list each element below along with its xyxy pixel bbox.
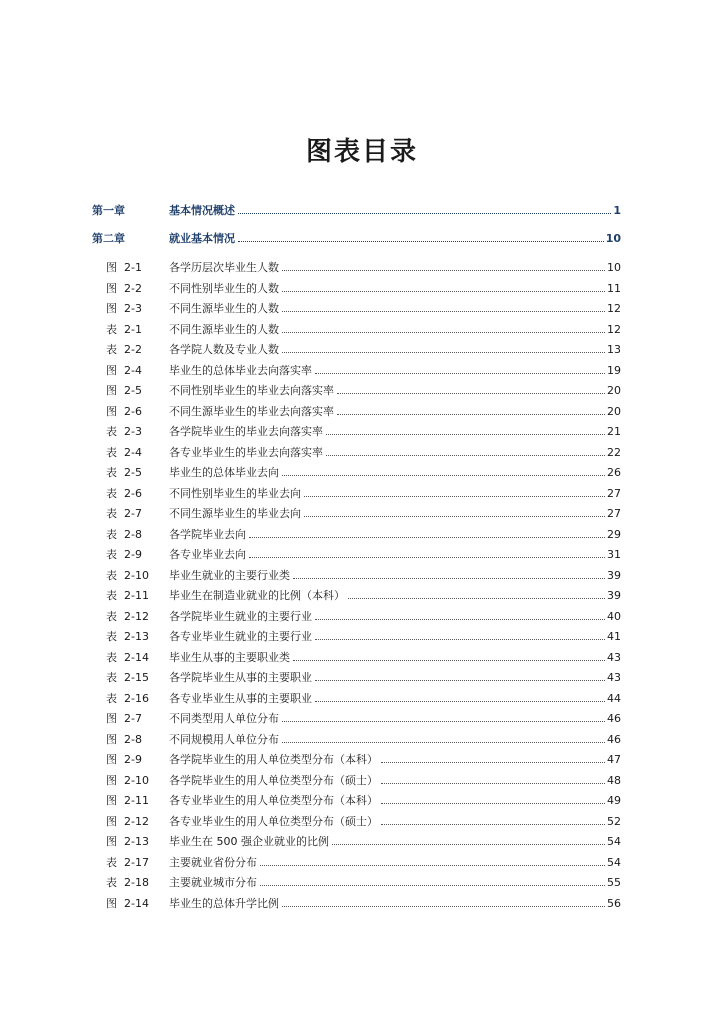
entry-index: 2-10 — [124, 568, 149, 582]
entry-number — [106, 648, 162, 668]
page-number: 41 — [607, 630, 621, 643]
dot-leader — [238, 241, 604, 242]
entry-number — [106, 402, 162, 422]
toc-entry-row[interactable] — [0, 381, 724, 401]
entry-kind: 表 — [106, 876, 117, 889]
entry-kind: 图 — [106, 835, 117, 848]
entry-number — [106, 381, 162, 401]
entry-kind: 表 — [106, 343, 117, 356]
toc-line — [169, 668, 621, 688]
entry-kind: 图 — [106, 814, 117, 828]
dot-leader — [304, 516, 605, 517]
entry-title: 不同性别毕业生的人数 — [169, 281, 279, 295]
dot-leader — [282, 742, 605, 743]
entry-kind: 表 — [106, 507, 117, 520]
toc-entry-row[interactable] — [0, 668, 724, 688]
entry-kind: 表 — [106, 322, 117, 336]
dot-leader — [315, 619, 605, 620]
entry-title: 主要就业城市分布 — [169, 876, 257, 889]
toc-entry-row[interactable] — [0, 566, 724, 586]
entry-index: 2-9 — [124, 548, 142, 561]
entry-kind: 图 — [106, 794, 117, 807]
entry-index: 2-6 — [124, 486, 142, 500]
page-number: 10 — [607, 261, 621, 274]
toc-entry-row[interactable] — [0, 361, 724, 381]
chapter-title: 基本情况概述 — [169, 204, 235, 217]
entry-index: 2-8 — [124, 527, 142, 541]
dot-leader — [260, 885, 605, 886]
entry-index: 2-11 — [124, 794, 149, 807]
toc-line — [169, 791, 621, 811]
toc-line — [169, 201, 621, 221]
toc-entry-row[interactable] — [0, 299, 724, 319]
entry-index: 2-14 — [124, 650, 149, 664]
page-number: 39 — [607, 568, 621, 582]
entry-number — [106, 320, 162, 340]
entry-number — [106, 832, 162, 852]
page-number: 43 — [607, 671, 621, 684]
dot-leader — [337, 393, 605, 394]
dot-leader — [348, 598, 605, 599]
toc-line — [169, 443, 621, 463]
toc-line — [169, 832, 621, 852]
entry-number — [106, 894, 162, 914]
entry-index: 2-1 — [124, 261, 142, 274]
entry-index: 2-14 — [124, 896, 149, 910]
entry-index: 2-7 — [124, 507, 142, 520]
entry-title: 不同生源毕业生的人数 — [169, 322, 279, 336]
toc-entry-row[interactable] — [0, 484, 724, 504]
dot-leader — [282, 721, 605, 722]
entry-kind: 表 — [106, 609, 117, 623]
toc-line — [169, 607, 621, 627]
entry-index: 2-15 — [124, 671, 149, 684]
toc-entry-row[interactable] — [0, 689, 724, 709]
toc-entry-row[interactable] — [0, 258, 724, 278]
toc-line — [169, 771, 621, 791]
dot-leader — [315, 680, 605, 681]
page-number: 20 — [607, 404, 621, 418]
entry-title: 毕业生从事的主要职业类 — [169, 650, 290, 664]
entry-title: 毕业生的总体毕业去向 — [169, 466, 279, 479]
entry-number — [106, 853, 162, 873]
entry-number — [106, 279, 162, 299]
entry-title: 各专业毕业生的毕业去向落实率 — [169, 445, 323, 459]
toc-line — [169, 750, 621, 770]
toc-line — [169, 566, 621, 586]
toc-entry-row[interactable] — [0, 607, 724, 627]
entry-title: 各学院毕业生就业的主要行业 — [169, 609, 312, 623]
dot-leader — [293, 660, 605, 661]
toc-entry-row[interactable] — [0, 709, 724, 729]
entry-title: 各专业毕业去向 — [169, 548, 246, 561]
entry-kind: 图 — [106, 732, 117, 746]
page-number: 29 — [607, 527, 621, 541]
toc-entry-row[interactable] — [0, 443, 724, 463]
dot-leader — [238, 213, 611, 214]
entry-index: 2-4 — [124, 363, 142, 377]
entry-index: 2-18 — [124, 876, 149, 889]
dot-leader — [315, 639, 605, 640]
entry-number — [106, 361, 162, 381]
toc-entry-row[interactable] — [0, 771, 724, 791]
toc-line — [169, 320, 621, 340]
entry-kind: 图 — [106, 363, 117, 377]
entry-title: 各学院人数及专业人数 — [169, 343, 279, 356]
page-number: 22 — [607, 445, 621, 459]
toc-entry-row[interactable] — [0, 504, 724, 524]
page-number: 10 — [605, 232, 621, 245]
toc-line — [169, 873, 621, 893]
entry-title: 各专业毕业生就业的主要行业 — [169, 630, 312, 643]
entry-kind: 表 — [106, 589, 117, 602]
entry-kind: 表 — [106, 855, 117, 869]
entry-index: 2-8 — [124, 732, 142, 746]
entry-number — [106, 258, 162, 278]
entry-kind: 表 — [106, 466, 117, 479]
chapter-number: 第二章 — [92, 232, 125, 245]
toc-entry-row[interactable] — [0, 750, 724, 770]
entry-number — [106, 607, 162, 627]
entry-title: 各学院毕业生的用人单位类型分布（本科） — [169, 753, 378, 766]
entry-index: 2-3 — [124, 302, 142, 315]
entry-title: 毕业生在制造业就业的比例（本科） — [169, 589, 345, 602]
toc-entry-row[interactable] — [0, 894, 724, 914]
entry-kind: 表 — [106, 425, 117, 438]
entry-index: 2-17 — [124, 855, 149, 869]
entry-kind: 表 — [106, 527, 117, 541]
entry-number — [106, 566, 162, 586]
page-number: 54 — [607, 855, 621, 869]
dot-leader — [260, 865, 605, 866]
entry-title: 不同规模用人单位分布 — [169, 732, 279, 746]
page-number: 56 — [607, 896, 621, 910]
entry-index: 2-2 — [124, 281, 142, 295]
entry-number — [106, 504, 162, 524]
toc-line — [169, 484, 621, 504]
entry-title: 毕业生就业的主要行业类 — [169, 568, 290, 582]
dot-leader — [381, 803, 605, 804]
toc-entry-row[interactable] — [0, 402, 724, 422]
toc-entry-row[interactable] — [0, 586, 724, 606]
page-number: 43 — [607, 650, 621, 664]
toc-chapter-row[interactable] — [0, 229, 724, 249]
entry-kind: 表 — [106, 691, 117, 705]
toc-entry-row[interactable] — [0, 525, 724, 545]
entry-title: 不同生源毕业生的毕业去向 — [169, 507, 301, 520]
dot-leader — [282, 270, 605, 271]
toc-line — [169, 381, 621, 401]
entry-index: 2-5 — [124, 466, 142, 479]
entry-title: 各专业毕业生的用人单位类型分布（本科） — [169, 794, 378, 807]
page-number: 11 — [607, 281, 621, 295]
toc-line — [169, 279, 621, 299]
entry-number — [106, 545, 162, 565]
toc-entry-row[interactable] — [0, 320, 724, 340]
toc-entry-row[interactable] — [0, 627, 724, 647]
toc-line — [169, 689, 621, 709]
dot-leader — [249, 557, 605, 558]
page-number: 46 — [607, 732, 621, 746]
page-number: 49 — [607, 794, 621, 807]
entry-number — [106, 525, 162, 545]
toc-entry-row[interactable] — [0, 832, 724, 852]
entry-kind: 表 — [106, 630, 117, 643]
toc-entry-row[interactable] — [0, 873, 724, 893]
page-title-container — [0, 134, 724, 170]
page-number: 52 — [607, 814, 621, 828]
entry-index: 2-5 — [124, 384, 142, 397]
toc-line — [169, 463, 621, 483]
entry-title: 各学院毕业生的毕业去向落实率 — [169, 425, 323, 438]
entry-index: 2-13 — [124, 630, 149, 643]
toc-entry-row[interactable] — [0, 648, 724, 668]
entry-index: 2-16 — [124, 691, 149, 705]
page-number: 1 — [613, 204, 621, 217]
dot-leader — [282, 906, 605, 907]
toc-entry-row[interactable] — [0, 730, 724, 750]
toc-entry-row[interactable] — [0, 463, 724, 483]
dot-leader — [304, 496, 605, 497]
entry-number — [106, 730, 162, 750]
dot-leader — [332, 844, 605, 845]
toc-line — [169, 648, 621, 668]
dot-leader — [381, 824, 605, 825]
toc-line — [169, 361, 621, 381]
dot-leader — [282, 291, 605, 292]
entry-number — [106, 750, 162, 770]
entry-title: 毕业生的总体升学比例 — [169, 896, 279, 910]
entry-kind: 图 — [106, 281, 117, 295]
dot-leader — [282, 475, 605, 476]
dot-leader — [381, 783, 605, 784]
toc-line — [169, 229, 621, 249]
entry-number — [106, 299, 162, 319]
page-number: 46 — [607, 712, 621, 725]
entry-title: 各专业毕业生的用人单位类型分布（硕士） — [169, 814, 378, 828]
entry-number — [106, 443, 162, 463]
toc-line — [169, 299, 621, 319]
entry-index: 2-13 — [124, 835, 149, 848]
entry-kind: 表 — [106, 568, 117, 582]
page-number: 48 — [607, 773, 621, 787]
toc-entry-row[interactable] — [0, 279, 724, 299]
entry-title: 主要就业省份分布 — [169, 855, 257, 869]
entry-kind: 图 — [106, 753, 117, 766]
page-number: 19 — [607, 363, 621, 377]
entry-title: 不同性别毕业生的毕业去向 — [169, 486, 301, 500]
entry-index: 2-9 — [124, 753, 142, 766]
toc-entry-row[interactable] — [0, 340, 724, 360]
chapter-title: 就业基本情况 — [169, 232, 235, 245]
toc-line — [169, 709, 621, 729]
entry-title: 不同类型用人单位分布 — [169, 712, 279, 725]
entry-number — [106, 340, 162, 360]
entry-kind: 表 — [106, 445, 117, 459]
entry-number — [106, 463, 162, 483]
entry-number — [106, 689, 162, 709]
entry-title: 毕业生在 500 强企业就业的比例 — [169, 835, 329, 848]
entry-title: 各学历层次毕业生人数 — [169, 261, 279, 274]
entry-index: 2-10 — [124, 773, 149, 787]
entry-kind: 图 — [106, 712, 117, 725]
page-number: 21 — [607, 425, 621, 438]
entry-index: 2-11 — [124, 589, 149, 602]
entry-kind: 图 — [106, 384, 117, 397]
entry-kind: 图 — [106, 896, 117, 910]
entry-kind: 图 — [106, 773, 117, 787]
dot-leader — [326, 455, 605, 456]
entry-kind: 图 — [106, 302, 117, 315]
page-number: 54 — [607, 835, 621, 848]
toc-line — [169, 627, 621, 647]
page-number: 55 — [607, 876, 621, 889]
entry-number — [106, 791, 162, 811]
toc-entry-row[interactable] — [0, 853, 724, 873]
entry-index: 2-12 — [124, 609, 149, 623]
page-number: 31 — [607, 548, 621, 561]
entry-index: 2-4 — [124, 445, 142, 459]
entry-number — [106, 627, 162, 647]
dot-leader — [282, 311, 605, 312]
entry-title: 各专业毕业生从事的主要职业 — [169, 691, 312, 705]
toc-line — [169, 853, 621, 873]
entry-index: 2-12 — [124, 814, 149, 828]
entry-kind: 表 — [106, 548, 117, 561]
entry-index: 2-1 — [124, 322, 142, 336]
toc-line — [169, 730, 621, 750]
entry-kind: 表 — [106, 650, 117, 664]
entry-kind: 图 — [106, 261, 117, 274]
chapter-number: 第一章 — [92, 204, 125, 217]
entry-number — [106, 812, 162, 832]
dot-leader — [282, 352, 605, 353]
toc-line — [169, 402, 621, 422]
page-number: 26 — [607, 466, 621, 479]
entry-title: 各学院毕业生的用人单位类型分布（硕士） — [169, 773, 378, 787]
entry-title: 各学院毕业生从事的主要职业 — [169, 671, 312, 684]
entry-index: 2-3 — [124, 425, 142, 438]
toc-entry-row[interactable] — [0, 422, 724, 442]
entry-number — [106, 668, 162, 688]
page-title: 图表目录 — [298, 134, 426, 170]
page-number: 27 — [607, 486, 621, 500]
entry-index: 2-2 — [124, 343, 142, 356]
toc-line — [169, 525, 621, 545]
entry-kind: 表 — [106, 486, 117, 500]
entry-title: 各学院毕业去向 — [169, 527, 246, 541]
toc-line — [169, 586, 621, 606]
entry-number — [106, 422, 162, 442]
entry-title: 不同生源毕业生的毕业去向落实率 — [169, 404, 334, 418]
toc-entry-row[interactable] — [0, 791, 724, 811]
dot-leader — [381, 762, 605, 763]
dot-leader — [326, 434, 605, 435]
dot-leader — [293, 578, 605, 579]
toc-chapter-row[interactable] — [0, 201, 724, 221]
entry-number — [106, 771, 162, 791]
entry-number — [106, 586, 162, 606]
page-number: 12 — [607, 322, 621, 336]
toc-line — [169, 340, 621, 360]
page-number: 44 — [607, 691, 621, 705]
entry-number — [106, 484, 162, 504]
page-number: 12 — [607, 302, 621, 315]
toc-line — [169, 894, 621, 914]
entry-number — [106, 873, 162, 893]
toc-line — [169, 258, 621, 278]
toc-line — [169, 545, 621, 565]
toc-line — [169, 812, 621, 832]
page-number: 39 — [607, 589, 621, 602]
page-number: 40 — [607, 609, 621, 623]
toc-line — [169, 504, 621, 524]
entry-title: 不同性别毕业生的毕业去向落实率 — [169, 384, 334, 397]
entry-index: 2-7 — [124, 712, 142, 725]
toc-line — [169, 422, 621, 442]
dot-leader — [315, 701, 605, 702]
toc-entry-row[interactable] — [0, 545, 724, 565]
dot-leader — [337, 414, 605, 415]
dot-leader — [315, 373, 605, 374]
page-number: 13 — [607, 343, 621, 356]
entry-index: 2-6 — [124, 404, 142, 418]
page-number: 27 — [607, 507, 621, 520]
entry-kind: 图 — [106, 404, 117, 418]
entry-title: 不同生源毕业生的人数 — [169, 302, 279, 315]
dot-leader — [249, 537, 605, 538]
page-number: 20 — [607, 384, 621, 397]
dot-leader — [282, 332, 605, 333]
entry-number — [106, 709, 162, 729]
entry-kind: 表 — [106, 671, 117, 684]
toc-entry-row[interactable] — [0, 812, 724, 832]
page-number: 47 — [607, 753, 621, 766]
entry-title: 毕业生的总体毕业去向落实率 — [169, 363, 312, 377]
